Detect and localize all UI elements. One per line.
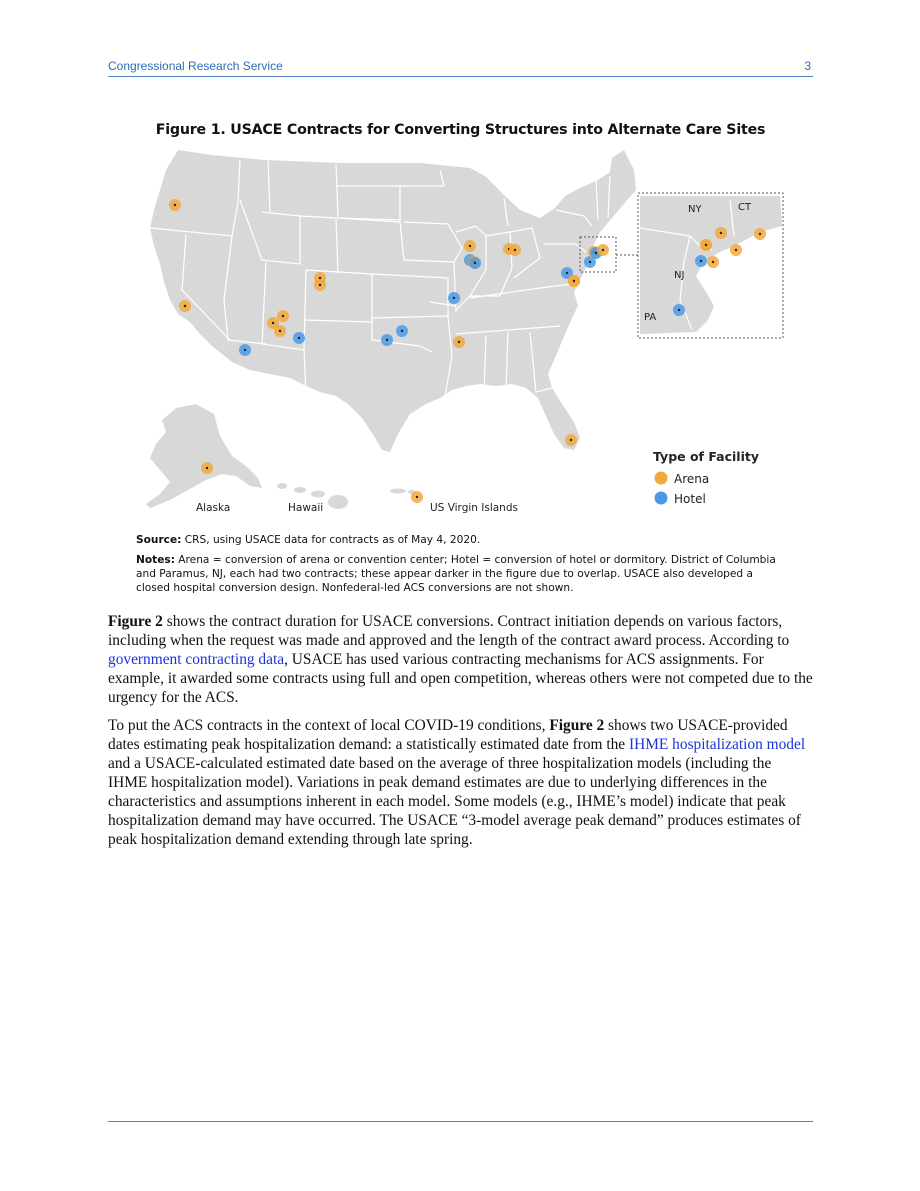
- figure-source: [136, 533, 776, 547]
- inset-marker-arena: [707, 256, 719, 268]
- paragraph-2: [108, 716, 813, 849]
- label-pa: PA: [644, 312, 657, 323]
- legend-arena-swatch: [655, 472, 668, 485]
- para1-text-2: , USACE has used various contracting mechanisms for ACS assignments. For example, it awarded some contracts using full and open competition, whereas others were not competed due to the urgency for the ACS.: [108, 651, 813, 706]
- para2-text-3: and a USACE-calculated estimated date based on the average of three hospitalization models (including the IHME hospitalization model). Variations in peak demand estimates are due to underlying differences in the characteristics and assumptions inherent in each model. Some models (e.g., IHME’s model) indicate that peak hospitalization demand may have occurred. The USACE “3-model average peak demand” produces estimates of peak hospitalization demand extending through late spring.: [108, 755, 801, 848]
- para1-text-1: shows the contract duration for USACE conversions. Contract initiation depends on various factors, including when the request was made and approved and the length of the contract award process. According to: [108, 613, 790, 649]
- label-nj: NJ: [674, 270, 685, 281]
- site-marker-arena: [568, 275, 580, 287]
- site-marker-hotel: [239, 344, 251, 356]
- label-ct: CT: [738, 202, 752, 213]
- alaska-shape: [146, 404, 262, 508]
- site-marker-hotel: [448, 292, 460, 304]
- site-marker-arena: [277, 310, 289, 322]
- site-marker-arena: [411, 491, 423, 503]
- source-label: Source:: [136, 534, 182, 546]
- inset-marker-hotel: [673, 304, 685, 316]
- inset-marker-arena: [715, 227, 727, 239]
- us-map: [0, 0, 920, 530]
- site-marker-arena: [565, 434, 577, 446]
- footer-rule: [108, 1121, 813, 1122]
- para2-text-1: To put the ACS contracts in the context of local COVID-19 conditions,: [108, 717, 550, 734]
- legend-title: Type of Facility: [653, 449, 759, 464]
- site-marker-arena: [201, 462, 213, 474]
- para2-bold: Figure 2: [549, 717, 605, 734]
- label-ny: NY: [688, 204, 702, 215]
- notes-text: Arena = conversion of arena or convention center; Hotel = conversion of hotel or dormitory. District of Columbia and Paramus, NJ, each had two contracts; these appear darker in the figure due to overlap. USACE also developed a closed hospital conversion design. Nonfederal-led ACS conversions are not shown.: [136, 554, 776, 594]
- site-marker-arena: [179, 300, 191, 312]
- site-marker-arena: [274, 325, 286, 337]
- figure-notes: [136, 553, 776, 595]
- paragraph-1: [108, 612, 813, 707]
- label-alaska: Alaska: [196, 502, 231, 514]
- site-marker-arena: [169, 199, 181, 211]
- figure-title: Figure 1. USACE Contracts for Converting Structures into Alternate Care Sites: [155, 122, 766, 138]
- site-marker-arena: [314, 279, 326, 291]
- legend-hotel-label: Hotel: [674, 492, 706, 506]
- notes-label: Notes:: [136, 554, 175, 566]
- source-text: CRS, using USACE data for contracts as of May 4, 2020.: [181, 534, 481, 546]
- legend-hotel-swatch: [655, 492, 668, 505]
- para1-bold: Figure 2: [108, 613, 163, 630]
- inset-marker-arena: [700, 239, 712, 251]
- inset-marker-hotel: [695, 255, 707, 267]
- government-contracting-data-link[interactable]: government contracting data: [108, 651, 285, 668]
- legend-arena-label: Arena: [674, 472, 710, 486]
- page-number: 3: [804, 59, 811, 73]
- header-org: Congressional Research Service: [108, 59, 283, 73]
- site-marker-arena: [509, 244, 521, 256]
- para2-text-2: shows two USACE-provided dates estimating peak hospitalization demand: a statistically estimated date from the: [108, 717, 788, 753]
- label-virgin-islands: US Virgin Islands: [430, 502, 518, 514]
- site-marker-hotel: [396, 325, 408, 337]
- inset-marker-arena: [754, 228, 766, 240]
- label-hawaii: Hawaii: [288, 502, 324, 514]
- ihme-model-link[interactable]: IHME hospitalization model: [629, 736, 806, 753]
- site-marker-hotel: [293, 332, 305, 344]
- virgin-islands-shape: [390, 489, 416, 495]
- site-marker-arena: [464, 240, 476, 252]
- site-marker-hotel: [469, 257, 481, 269]
- site-marker-arena: [453, 336, 465, 348]
- site-marker-hotel: [381, 334, 393, 346]
- figure-map: [0, 0, 920, 530]
- site-marker-arena: [597, 244, 609, 256]
- contiguous-us-shape: [150, 150, 636, 452]
- inset-marker-arena: [730, 244, 742, 256]
